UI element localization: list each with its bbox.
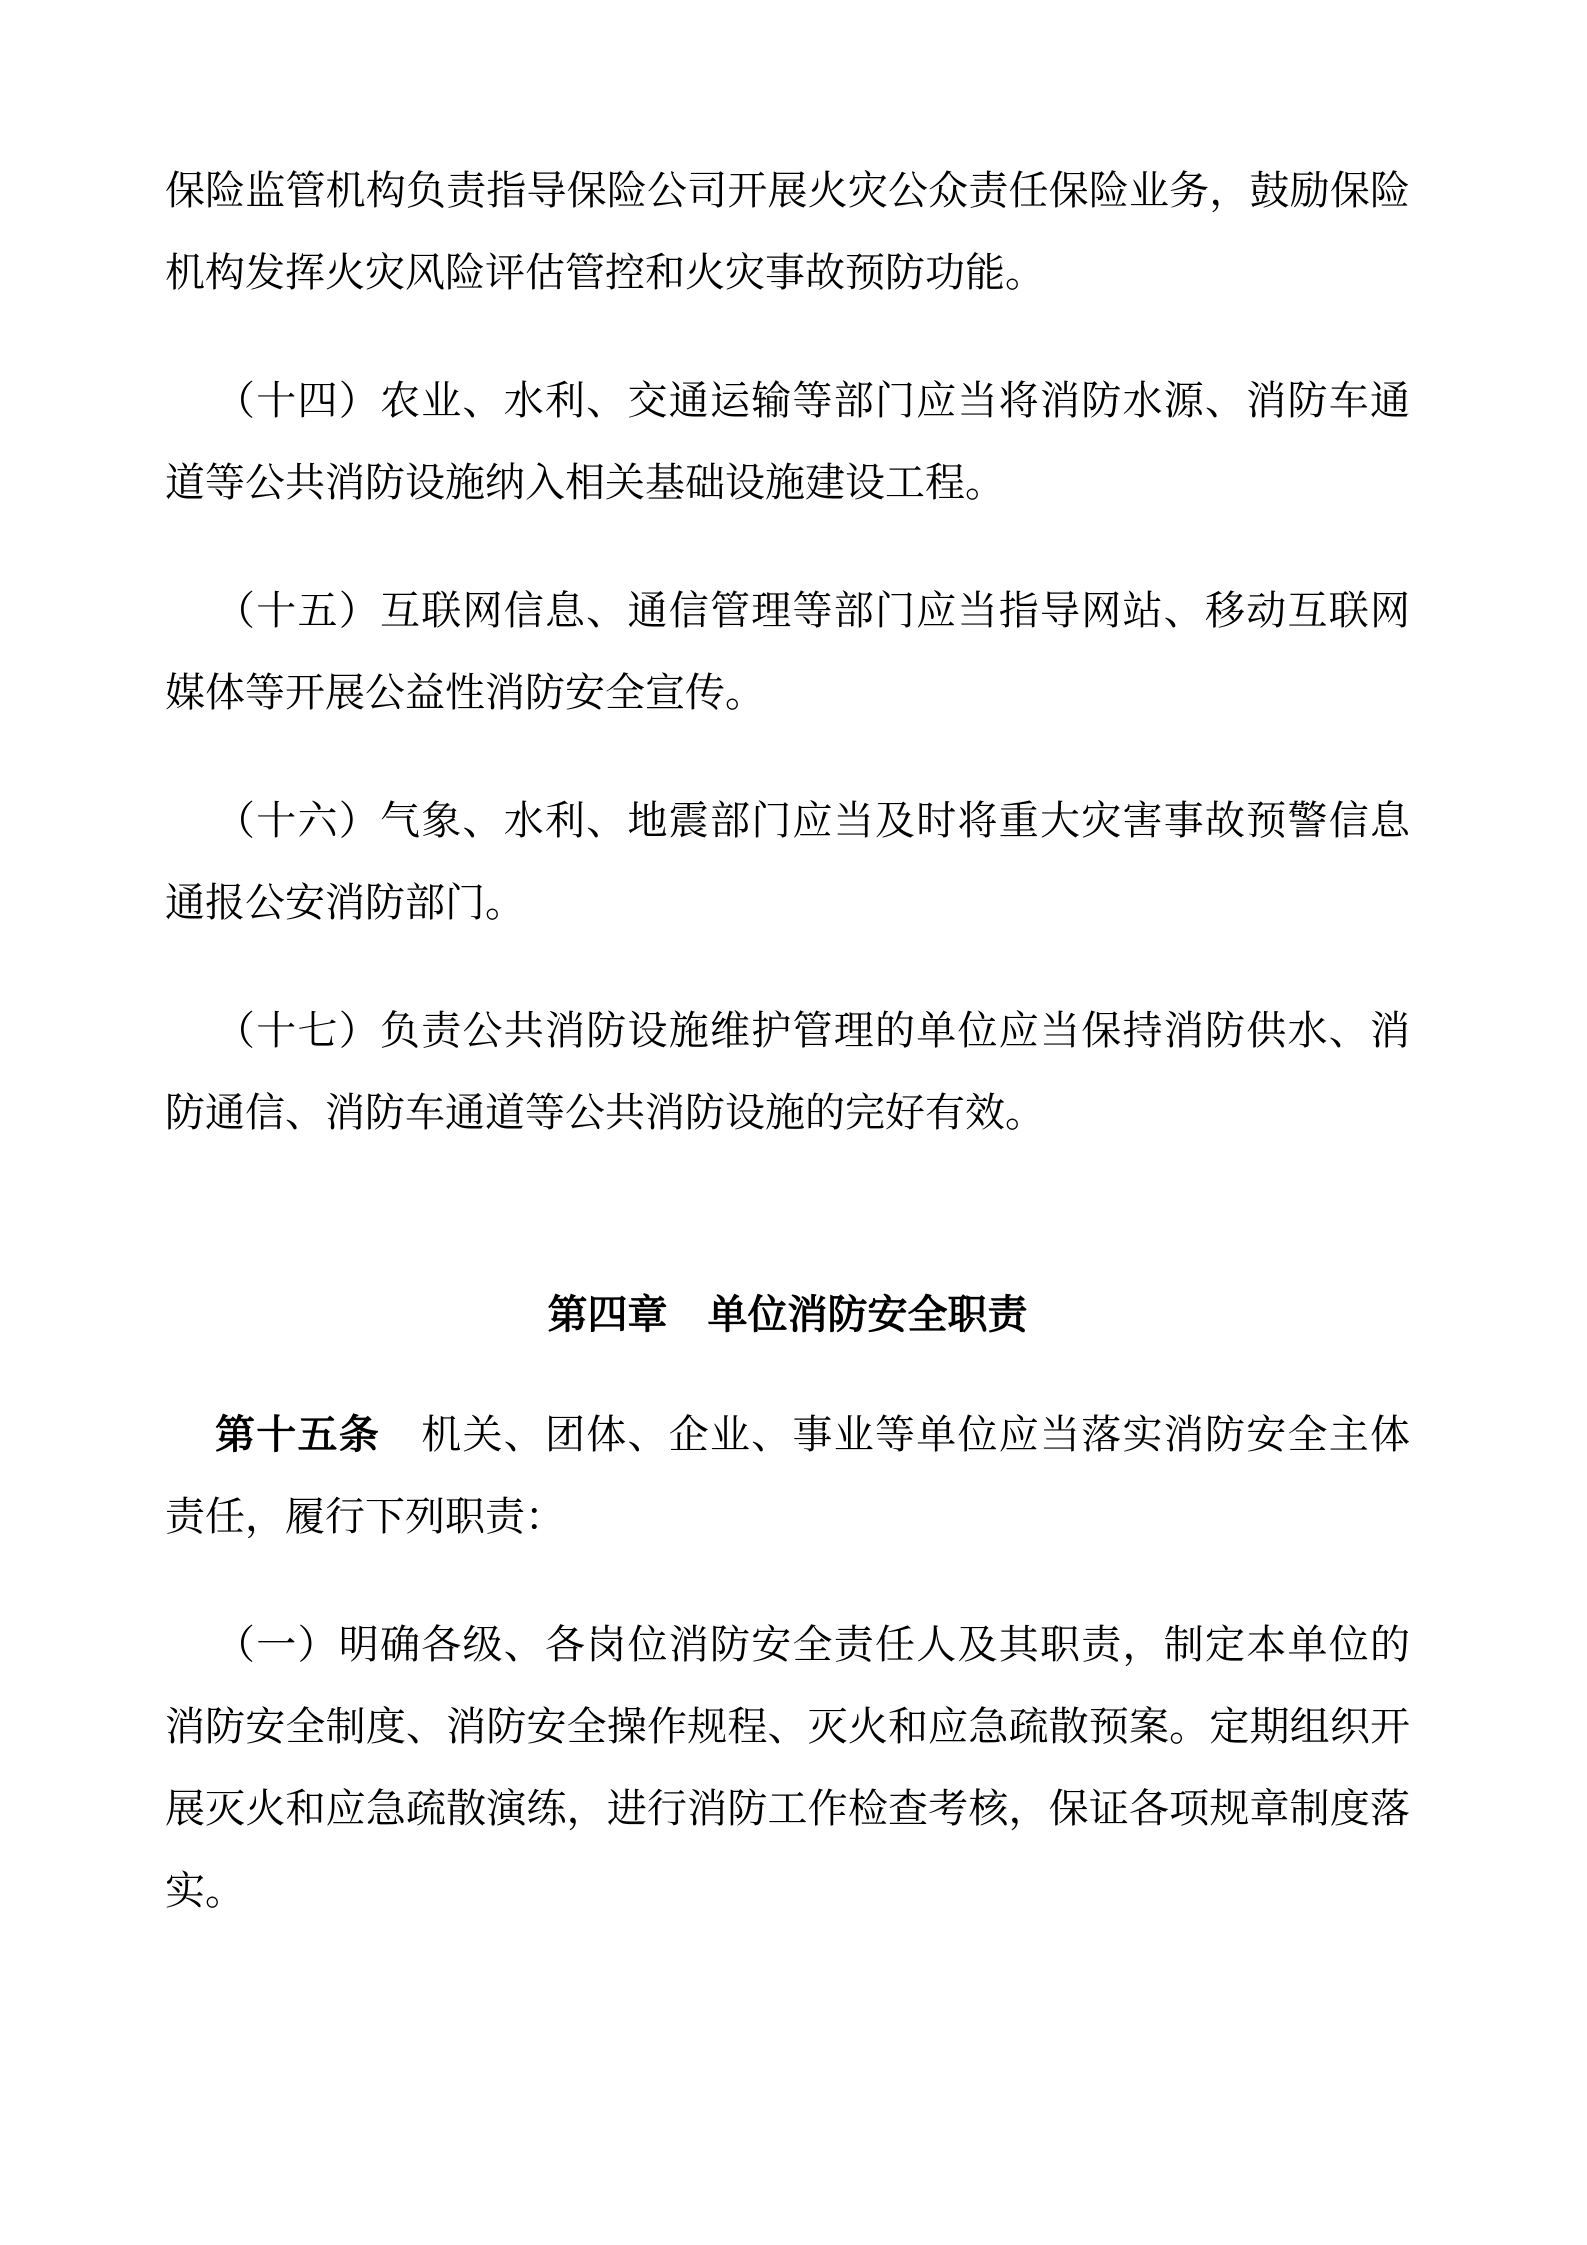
- article-text: 机关、团体、企业、事业等单位应当落实消防安全主体责任，履行下列职责：: [165, 1412, 1410, 1539]
- article-number: 第十五条: [215, 1412, 380, 1457]
- paragraph-continuation-insurance: 保险监管机构负责指导保险公司开展火灾公众责任保险业务，鼓励保险机构发挥火灾风险评估管控和火灾事故预防功能。: [165, 168, 1410, 295]
- paragraph-item-16: （十六）气象、水利、地震部门应当及时将重大灾害事故预警信息通报公安消防部门。: [165, 798, 1410, 925]
- paragraph-item-14: （十四）农业、水利、交通运输等部门应当将消防水源、消防车通道等公共消防设施纳入相关基础设施建设工程。: [165, 378, 1410, 505]
- paragraph-item-17: （十七）负责公共消防设施维护管理的单位应当保持消防供水、消防通信、消防车通道等公共消防设施的完好有效。: [165, 1008, 1410, 1135]
- paragraph-duty-1: （一）明确各级、各岗位消防安全责任人及其职责，制定本单位的消防安全制度、消防安全操作规程、灭火和应急疏散预案。定期组织开展灭火和应急疏散演练，进行消防工作检查考核，保证各项规章制度落实。: [165, 1622, 1410, 1913]
- chapter-heading: 第四章 单位消防安全职责: [547, 1292, 1028, 1337]
- paragraph-item-15: （十五）互联网信息、通信管理等部门应当指导网站、移动互联网媒体等开展公益性消防安全宣传。: [165, 588, 1410, 715]
- paragraph-article-15: [165, 1394, 1410, 1558]
